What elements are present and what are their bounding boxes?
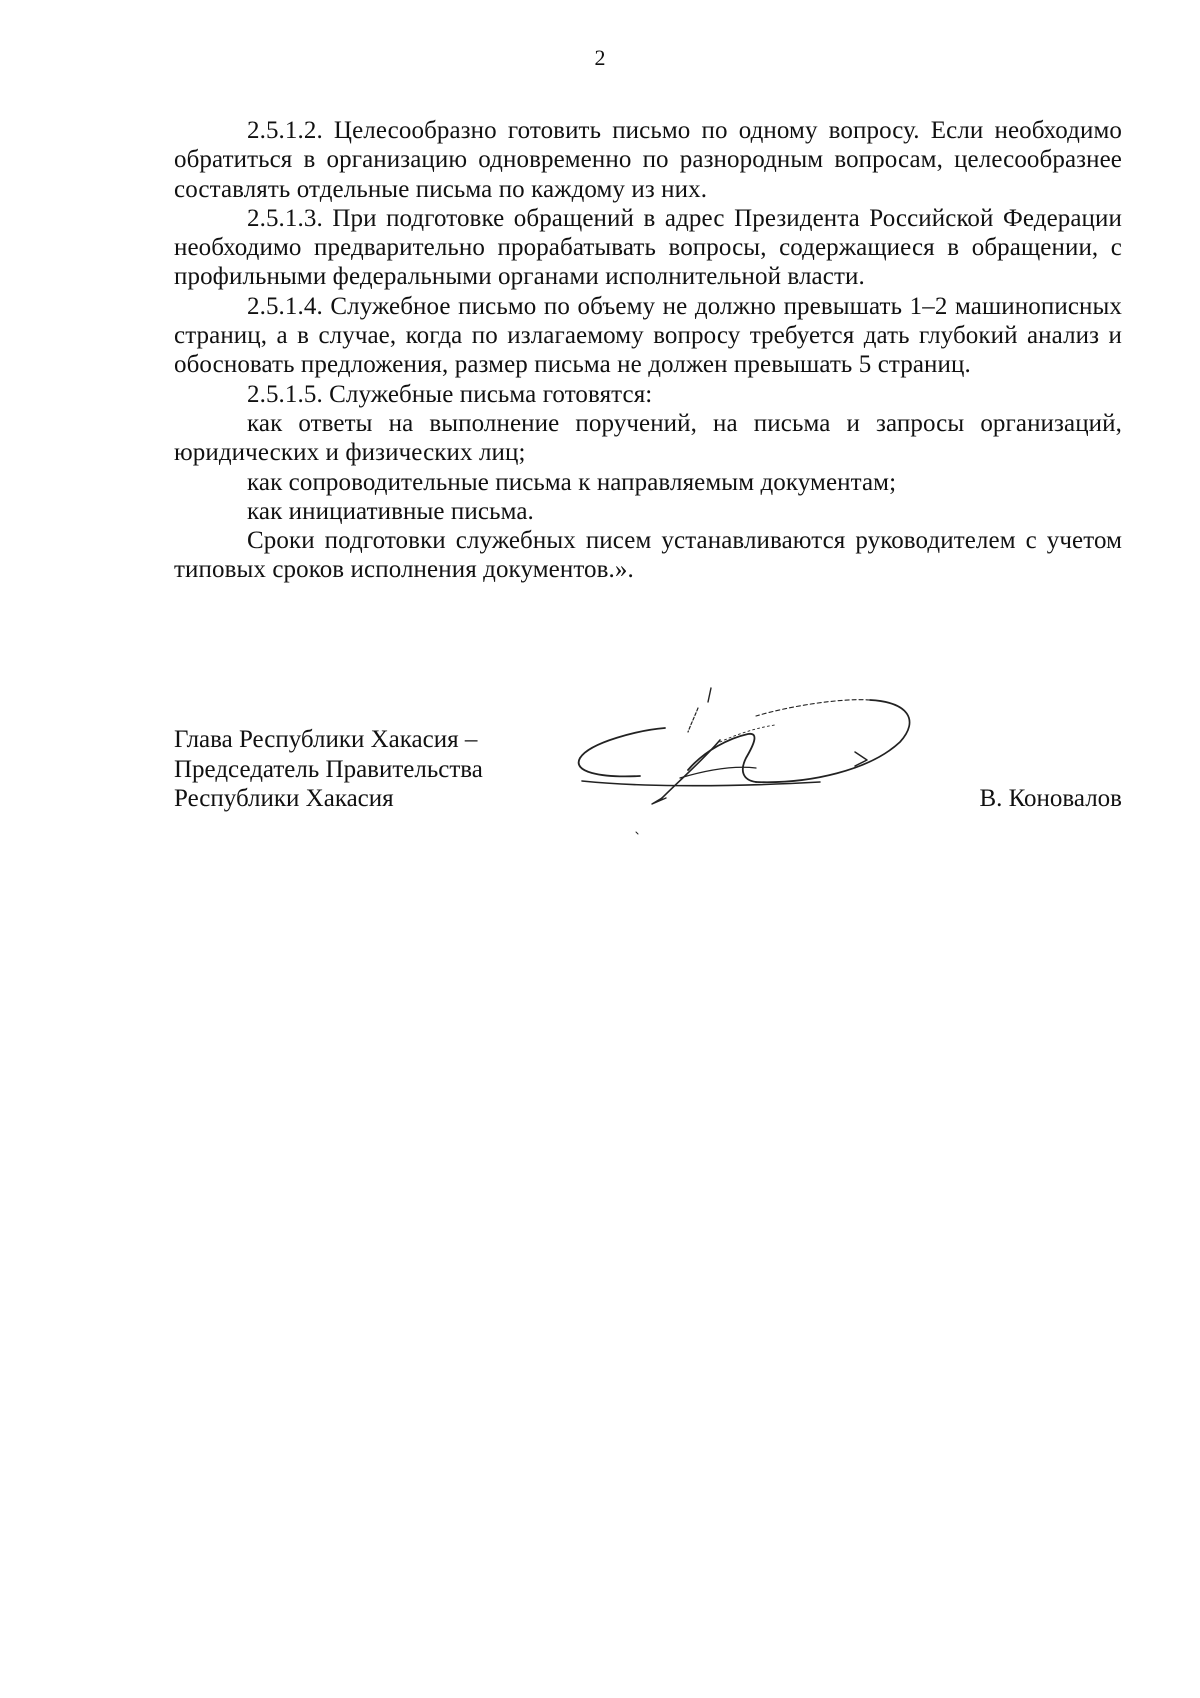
signatory-position-line: Республики Хакасия (174, 785, 394, 812)
paragraph-deadlines: Сроки подготовки служебных писем устанавливаются руководителем с учетом типовых сроков исполнения документов.». (174, 527, 1122, 584)
list-item-initiative-letters: как инициативные письма. (247, 497, 534, 525)
handwritten-signature (570, 680, 950, 840)
page-number: 2 (594, 45, 606, 70)
signatory-position (174, 725, 483, 814)
paragraph-2-5-1-5: 2.5.1.5. Служебные письма готовятся: (247, 380, 653, 408)
signatory-position-line: Председатель Правительства (174, 755, 483, 783)
document-body (174, 116, 1122, 585)
signatory-name: В. Коновалов (979, 785, 1122, 812)
signatory-position-line: Глава Республики Хакасия – (174, 726, 478, 753)
list-item-cover-letters: как сопроводительные письма к направляемым документам; (247, 468, 897, 496)
paragraph-2-5-1-4: 2.5.1.4. Служебное письмо по объему не должно превышать 1–2 машинописных страниц, а в случае, когда по излагаемому вопросу требуется дать глубокий анализ и обосновать предложения, размер письма не должен превышать 5 страниц. (174, 292, 1122, 379)
paragraph-2-5-1-2: 2.5.1.2. Целесообразно готовить письмо по одному вопросу. Если необходимо обратиться в организацию одновременно по разнородным вопросам, целесообразнее составлять отдельные письма по каждому из них. (174, 117, 1122, 203)
paragraph-2-5-1-3: 2.5.1.3. При подготовке обращений в адрес Президента Российской Федерации необходимо предварительно прорабатывать вопросы, содержащиеся в обращении, с профильными федеральными органами исполнительной власти. (174, 204, 1122, 291)
list-item-responses: как ответы на выполнение поручений, на письма и запросы организаций, юридических и физических лиц; (174, 409, 1122, 467)
